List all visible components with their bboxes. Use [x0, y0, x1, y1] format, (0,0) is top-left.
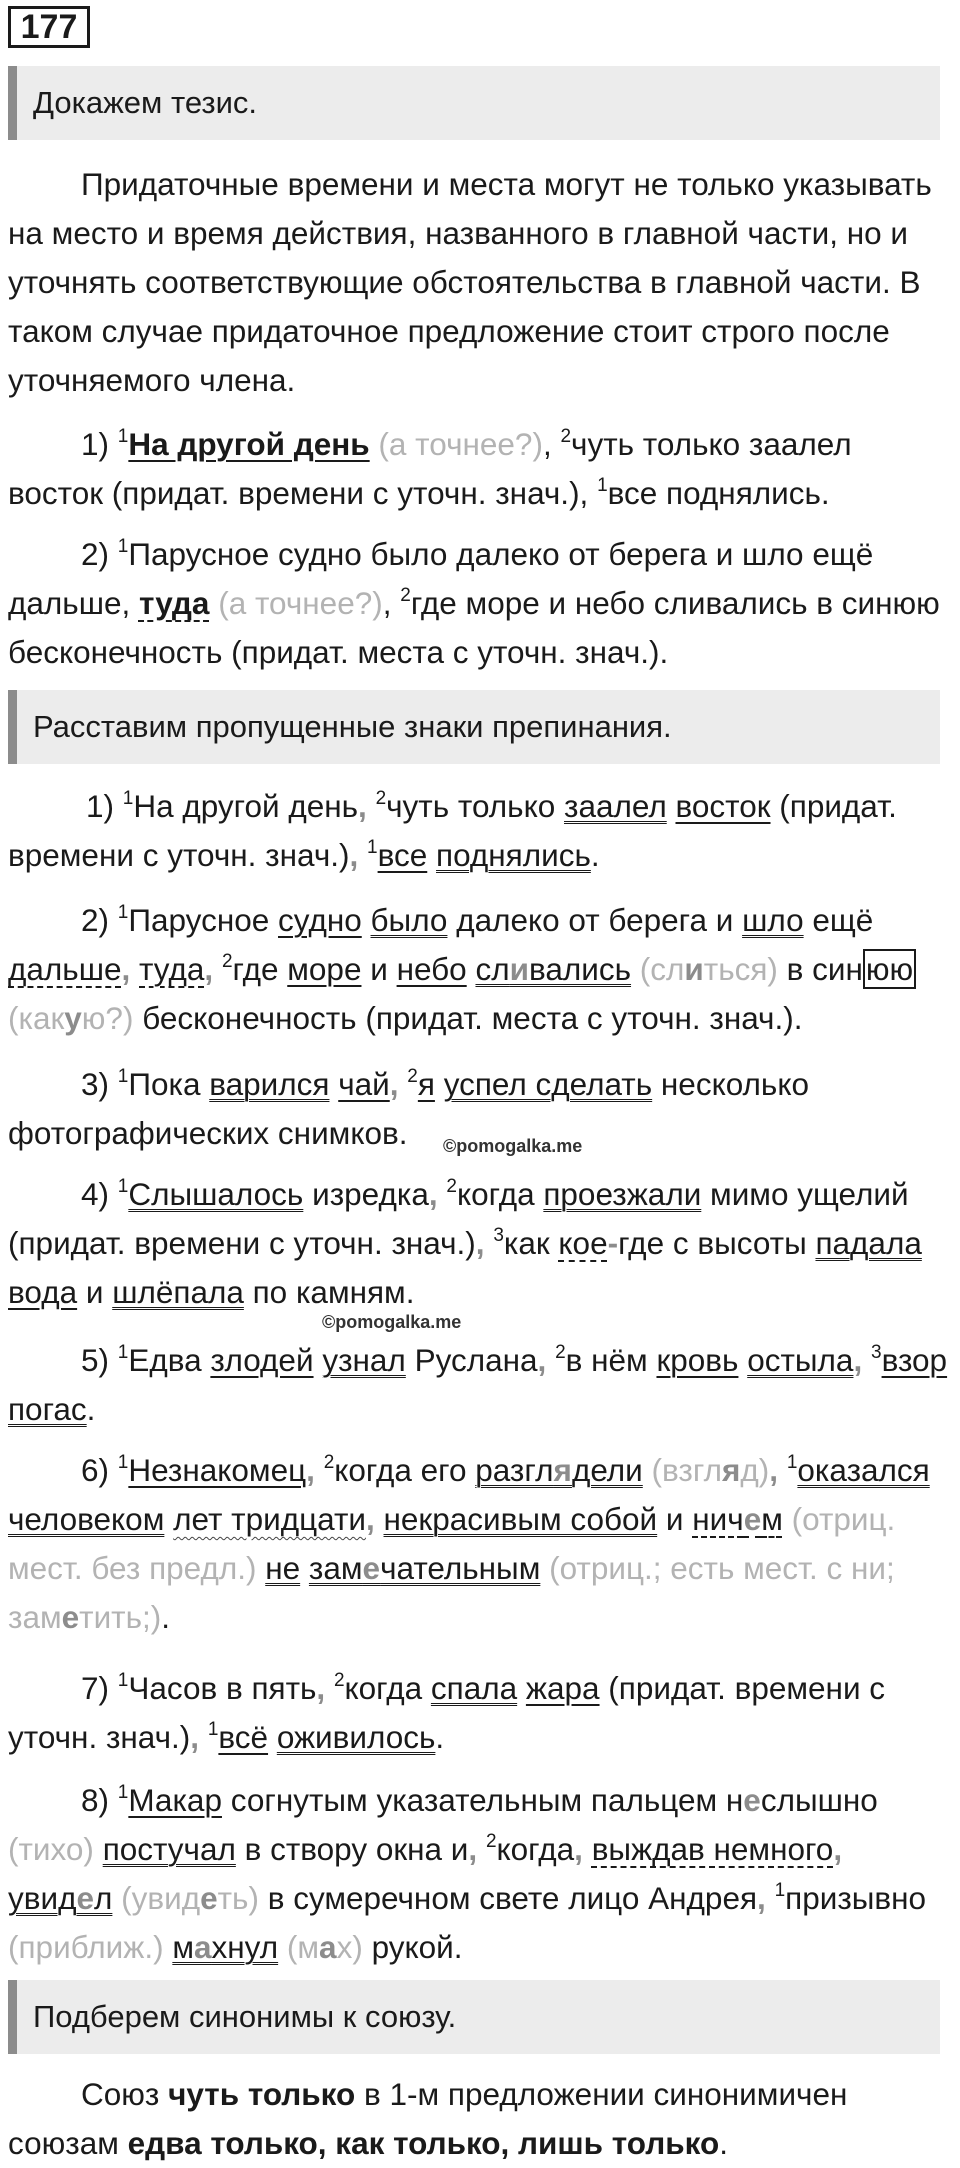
text: когда его	[334, 1452, 476, 1488]
text: когда	[344, 1670, 431, 1706]
ending-box: юю	[863, 949, 916, 989]
predicate: поднялись	[436, 837, 591, 873]
inserted-comma: ,	[833, 1831, 843, 1867]
intro-paragraph: Придаточные времени и места могут не только указывать на место и время действия, названного в главной части, но и уточнять соответствующие обстоятельства в главной части. В таком случае придаточное предложение стоит строго после уточняемого члена.	[8, 166, 932, 398]
text: ю?)	[81, 1000, 134, 1036]
inserted-comma: ,	[349, 837, 359, 873]
subject: взор	[881, 1342, 948, 1378]
text: а	[194, 1929, 212, 1965]
clause-index: 1	[117, 1670, 129, 1691]
text: где	[232, 951, 288, 987]
check-word	[112, 1880, 259, 1916]
text: л	[94, 1880, 113, 1916]
thesis-example-1	[8, 420, 952, 518]
text: в син	[777, 951, 863, 987]
example-number: 3)	[81, 1066, 118, 1102]
example-number: 1)	[81, 426, 118, 462]
clause-index: 1	[117, 536, 129, 557]
clause-index: 2	[323, 1452, 335, 1473]
subject: судно	[278, 902, 362, 938]
inserted-comma: ,	[389, 1066, 399, 1102]
clause-index: 2	[333, 1670, 345, 1691]
text: я	[553, 1452, 572, 1488]
text	[427, 837, 436, 873]
text: Союз	[81, 2076, 169, 2112]
clause-index: 2	[446, 1176, 457, 1197]
note: (приближ.)	[8, 1929, 173, 1965]
clause-index: 1	[117, 1452, 129, 1473]
watermark: ©pomogalka.me	[322, 1312, 462, 1332]
text: когда	[496, 1831, 575, 1867]
subject: море	[287, 951, 362, 987]
inserted-comma: ,	[769, 1452, 779, 1488]
adverbial: дальше	[8, 951, 122, 987]
predicate: шлёпала	[112, 1274, 244, 1310]
clause-index: 2	[407, 1066, 418, 1087]
text: и	[657, 1501, 693, 1537]
punct-example-8	[8, 1776, 952, 1972]
clause-index: 1	[117, 1342, 129, 1363]
text: (придат. времени с уточн. знач.)	[8, 1670, 886, 1755]
clause-index: 2	[555, 1342, 566, 1363]
text: в створу окна и	[235, 1831, 469, 1867]
predicate: падала	[815, 1225, 922, 1261]
text: и	[684, 951, 704, 987]
predicate: не	[265, 1550, 301, 1586]
clause-index: 1	[207, 1719, 219, 1740]
text: все поднялись.	[607, 475, 830, 511]
check-word	[643, 1452, 770, 1488]
adverbial: выждав немного	[591, 1831, 834, 1867]
text: несколько фотографических снимков.	[8, 1066, 809, 1151]
text: м	[761, 1501, 783, 1537]
text	[362, 902, 371, 938]
question-hint	[8, 1000, 133, 1036]
text	[375, 1501, 384, 1537]
predicate: проезжали	[543, 1176, 702, 1212]
predicate	[475, 951, 631, 987]
text: я	[722, 1452, 741, 1488]
inserted-comma: ,	[853, 1342, 863, 1378]
text: призывно	[785, 1880, 927, 1916]
subject: кровь	[656, 1342, 739, 1378]
text: сл	[475, 951, 510, 987]
attribute: лет тридцати	[173, 1501, 366, 1537]
text: где с высоты	[618, 1225, 816, 1261]
text: и	[361, 951, 397, 987]
text: .	[86, 1391, 96, 1427]
text: .	[161, 1599, 171, 1635]
inserted-comma: ,	[365, 1501, 375, 1537]
text: Руслана	[405, 1342, 538, 1378]
example-number: 7)	[81, 1670, 118, 1706]
text: когда	[456, 1176, 544, 1212]
text	[435, 1066, 444, 1102]
clause-index: 3	[493, 1225, 504, 1246]
adverbial: туда	[139, 951, 205, 987]
example-number: 6)	[81, 1452, 118, 1488]
punct-example-2	[8, 896, 952, 1043]
text: увид	[8, 1880, 77, 1916]
punct-example-1	[8, 782, 952, 880]
clause-index: 1	[117, 1066, 129, 1087]
inserted-comma: ,	[468, 1831, 478, 1867]
inserted-comma: ,	[428, 1176, 438, 1212]
predicate: варился	[209, 1066, 330, 1102]
predicate: оказался человеком	[8, 1452, 930, 1537]
text: ,	[542, 426, 561, 462]
clause-index: 2	[400, 585, 411, 606]
predicate: было	[370, 902, 448, 938]
predicate: шло	[742, 902, 804, 938]
text: чуть только заалел восток (придат. времени с уточн. знач.),	[8, 426, 852, 511]
text	[164, 1501, 173, 1537]
example-number: 2)	[81, 902, 118, 938]
text: согнутым указательным пальцем н	[221, 1782, 744, 1818]
clause-index: 1	[774, 1880, 786, 1901]
text: Парусное судно было далеко от берега и шло ещё дальше,	[8, 536, 874, 621]
predicate	[172, 1929, 278, 1965]
subject: все	[377, 837, 428, 873]
text	[314, 1342, 323, 1378]
text	[94, 1831, 103, 1867]
check-word	[278, 1929, 363, 1965]
section-header-punctuation: Расставим пропущенные знаки препинания.	[8, 690, 940, 764]
inserted-comma: ,	[574, 1831, 583, 1867]
text: (увид	[112, 1880, 201, 1916]
synonym-list: едва только, как только, лишь только	[127, 2125, 720, 2161]
text: тить;)	[79, 1599, 162, 1635]
check-word	[631, 951, 778, 987]
clause-index: 1	[597, 475, 608, 496]
inserted-comma: ,	[757, 1880, 766, 1916]
predicate: погас	[8, 1391, 87, 1427]
text: ться)	[703, 951, 778, 987]
hyphen-mark: -	[607, 1225, 619, 1261]
text: в сумеречном свете лицо Андрея	[258, 1880, 758, 1916]
text: чательным	[380, 1550, 541, 1586]
checked-vowel: и	[509, 951, 529, 987]
text: хнул	[211, 1929, 279, 1965]
punct-example-4	[8, 1170, 952, 1317]
clause-index: 2	[560, 426, 572, 447]
predicate: оживилось	[276, 1719, 436, 1755]
predicate: постучал	[102, 1831, 236, 1867]
text: у	[64, 1000, 82, 1036]
text: На другой день	[133, 788, 359, 824]
text: как	[503, 1225, 559, 1261]
text: бесконечность (придат. места с уточн. знач.).	[133, 1000, 803, 1036]
note: (тихо)	[8, 1831, 94, 1867]
clause-index: 1	[122, 788, 134, 809]
subject: Незнакомец	[128, 1452, 307, 1488]
text: (отриц.; есть мест. с ни; зам	[8, 1550, 895, 1635]
text: е	[61, 1599, 80, 1635]
clause-index: 1	[367, 837, 378, 858]
example-number: 2)	[81, 536, 118, 572]
clause-index: 3	[870, 1342, 882, 1363]
object	[692, 1501, 783, 1537]
punct-example-5	[8, 1336, 952, 1434]
inserted-comma: ,	[306, 1452, 315, 1488]
text: разгл	[475, 1452, 554, 1488]
inserted-comma: ,	[537, 1342, 547, 1378]
text: по камням.	[243, 1274, 415, 1310]
text: м	[172, 1929, 194, 1965]
text: Часов в пять	[128, 1670, 317, 1706]
clarified-member: туда	[138, 585, 210, 621]
clause-index: 1	[786, 1452, 798, 1473]
subject: восток	[675, 788, 771, 824]
subject: небо	[396, 951, 467, 987]
subject: вода	[8, 1274, 78, 1310]
predicate: заалел	[564, 788, 667, 824]
clause-index: 1	[117, 1176, 129, 1197]
example-number: 5)	[81, 1342, 118, 1378]
text	[268, 1719, 277, 1755]
text: .	[719, 2125, 728, 2161]
text: ,	[382, 585, 401, 621]
text: (придат. времени с уточн. знач.)	[8, 788, 897, 873]
clause-index: 1	[117, 1782, 129, 1803]
text	[583, 1831, 592, 1867]
section-header-synonyms: Подберем синонимы к союзу.	[8, 1980, 940, 2054]
predicate	[309, 1550, 540, 1586]
adverbial: кое	[558, 1225, 608, 1261]
inserted-comma: ,	[190, 1719, 200, 1755]
text	[130, 951, 139, 987]
clause-index: 1	[117, 426, 129, 447]
text	[738, 1342, 747, 1378]
text: х)	[336, 1929, 363, 1965]
text: .	[435, 1719, 445, 1755]
text: нич	[692, 1501, 744, 1537]
text: (как	[8, 1000, 65, 1036]
question-hint: (а точнее?)	[209, 585, 383, 621]
inserted-comma: ,	[204, 951, 214, 987]
text: в нём	[565, 1342, 657, 1378]
predicate: успел сделать	[443, 1066, 653, 1102]
note: (отриц. мест. без предл.)	[8, 1501, 896, 1586]
text: е	[743, 1501, 762, 1537]
predicate: узнал	[322, 1342, 406, 1378]
text: зам	[308, 1550, 363, 1586]
text: Пока	[128, 1066, 210, 1102]
predicate: Слышалось	[128, 1176, 304, 1212]
conjunction: чуть только	[168, 2076, 356, 2112]
subject: я	[417, 1066, 435, 1102]
text: е	[76, 1880, 94, 1916]
text: а	[319, 1929, 337, 1965]
clarified-member: На другой день	[128, 426, 370, 462]
text: где море и небо сливались в синюю бесконечность (придат. места с уточн. знач.).	[8, 585, 940, 670]
inserted-comma: ,	[121, 951, 131, 987]
punct-example-6	[8, 1446, 952, 1642]
text: (сл	[631, 951, 685, 987]
predicate: спала	[430, 1670, 518, 1706]
task-number: 177	[8, 6, 90, 48]
text: дели	[571, 1452, 643, 1488]
predicate: остыла	[747, 1342, 854, 1378]
text: чуть только	[386, 788, 564, 824]
text: в 1-м предложении синонимичен союзам	[8, 2076, 848, 2161]
inserted-comma: ,	[358, 788, 367, 824]
text: .	[590, 837, 600, 873]
punct-example-7	[8, 1664, 952, 1762]
predicate	[8, 1880, 112, 1916]
text	[300, 1550, 309, 1586]
text: ещё	[803, 902, 874, 938]
text: Едва	[128, 1342, 211, 1378]
clause-index: 1	[117, 902, 129, 923]
question-hint: (а точнее?)	[369, 426, 543, 462]
thesis-example-2	[8, 530, 952, 677]
example-number: 4)	[81, 1176, 118, 1212]
text: мимо ущелий (придат. времени с уточн. знач.)	[8, 1176, 909, 1261]
text: вались	[528, 951, 632, 987]
text: Парусное	[128, 902, 278, 938]
text: д)	[740, 1452, 770, 1488]
predicate: некрасивым собой	[383, 1501, 658, 1537]
text	[517, 1670, 526, 1706]
example-number: 8)	[81, 1782, 118, 1818]
text: (взгл	[642, 1452, 723, 1488]
adverb: изредка	[312, 1176, 429, 1212]
inserted-comma: ,	[316, 1670, 326, 1706]
subject: всё	[218, 1719, 269, 1755]
clause-index: 2	[221, 951, 233, 972]
section-header-prove: Докажем тезис.	[8, 66, 940, 140]
inserted-comma: ,	[475, 1225, 485, 1261]
subject: злодей	[210, 1342, 314, 1378]
text	[303, 1176, 312, 1212]
watermark: ©pomogalka.me	[443, 1136, 583, 1156]
text: далеко от берега и	[447, 902, 743, 938]
text: ть)	[217, 1880, 259, 1916]
synonyms-paragraph	[8, 2070, 952, 2168]
subject: чай	[338, 1066, 390, 1102]
subject: Макар	[128, 1782, 222, 1818]
subject: жара	[525, 1670, 600, 1706]
predicate	[475, 1452, 643, 1488]
clause-index: 2	[375, 788, 387, 809]
example-number: 1)	[86, 788, 123, 824]
text: е	[200, 1880, 218, 1916]
text: слышно	[760, 1782, 878, 1818]
text	[329, 1066, 338, 1102]
text: е	[743, 1782, 761, 1818]
text: е	[362, 1550, 381, 1586]
text: (м	[278, 1929, 320, 1965]
text: рукой.	[362, 1929, 463, 1965]
clause-index: 2	[485, 1831, 497, 1852]
text: и	[77, 1274, 113, 1310]
